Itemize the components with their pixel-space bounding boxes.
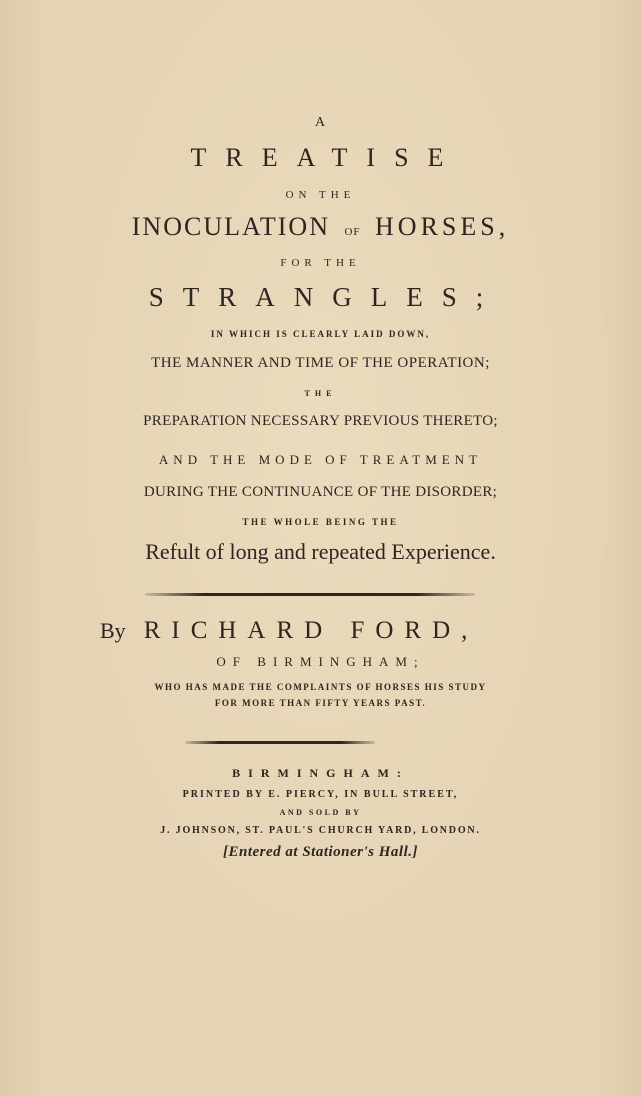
of-birmingham: OF BIRMINGHAM;: [216, 654, 425, 669]
in-which-clearly-laid-down: IN WHICH IS CLEARLY LAID DOWN,: [210, 329, 431, 339]
author-description-1: WHO HAS MADE THE COMPLAINTS OF HORSES HIS STUDY: [154, 682, 487, 692]
printed-by: PRINTED BY E. PIERCY, IN BULL STREET,: [182, 789, 459, 800]
whole-being-the: THE WHOLE BEING THE: [242, 517, 399, 527]
author-name: RICHARD FORD,: [143, 617, 479, 644]
mode-of-treatment: AND THE MODE OF TREATMENT: [158, 452, 483, 467]
divider-rule-2: [185, 741, 375, 744]
during-continuance: DURING THE CONTINUANCE OF THE DISORDER;: [143, 484, 498, 500]
divider-rule-1: [145, 593, 475, 596]
result-of-experience: Refult of long and repeated Experience.: [145, 539, 496, 564]
the-label: THE: [304, 389, 337, 398]
title-horses: HORSES,: [375, 212, 510, 241]
article-a: A: [314, 115, 327, 130]
on-the: ON THE: [285, 189, 356, 201]
title-strangles: STRANGLES;: [148, 282, 503, 312]
title-of: OF: [344, 226, 361, 238]
by-label: By: [100, 618, 126, 643]
author-description-2: FOR MORE THAN FIFTY YEARS PAST.: [214, 698, 427, 708]
title-inoculation-line: [0, 214, 641, 240]
title-inoculation: INOCULATION: [131, 212, 330, 241]
entered-at-stationers-hall: [Entered at Stationer's Hall.]: [222, 844, 418, 860]
imprint-city: BIRMINGHAM:: [232, 766, 409, 780]
by-line: [100, 618, 478, 643]
manner-and-time: THE MANNER AND TIME OF THE OPERATION;: [151, 355, 490, 371]
for-the: FOR THE: [280, 257, 361, 269]
and-sold-by: AND SOLD BY: [279, 808, 362, 817]
johnson-london: J. JOHNSON, ST. PAUL'S CHURCH YARD, LONDON.: [160, 825, 481, 836]
title-treatise: TREATISE: [190, 143, 463, 172]
preparation-necessary: PREPARATION NECESSARY PREVIOUS THERETO;: [143, 413, 498, 429]
